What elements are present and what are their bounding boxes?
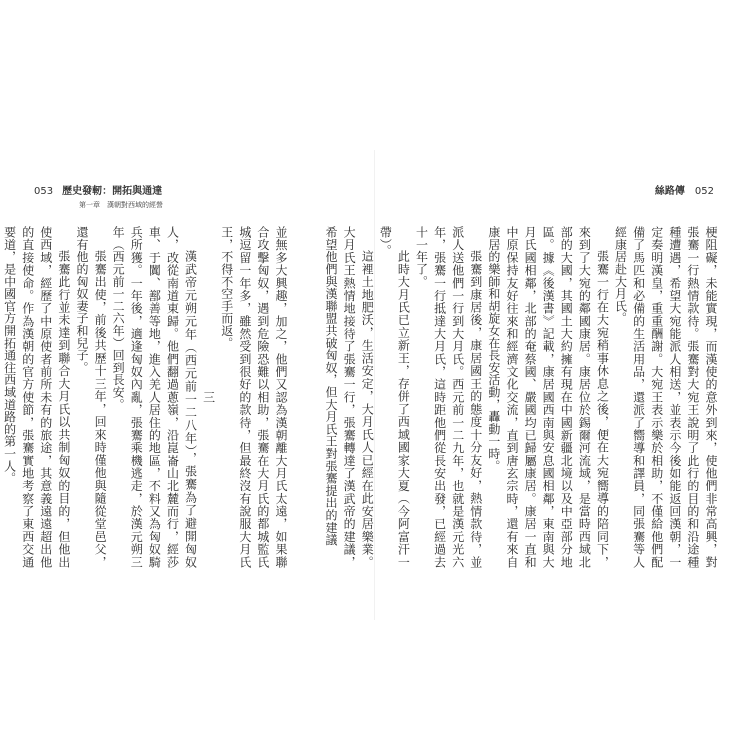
- paragraph: [0, 226, 1, 568]
- left-page-number: 053: [34, 186, 54, 197]
- paragraph: 張騫到康居後，康居國王的態度十分友好，熱情款待，並派人送他們一行到大月氏。西元前一二九年，也就是漢元光六年，張騫一行抵達大月氏，這時距他們從長安出發，已經過去十一年了。: [414, 226, 483, 568]
- paragraph: 張騫出使，前後共歷十三年，回來時僅他與隨從堂邑父，還有他的匈奴妻子和兒子。: [74, 226, 108, 568]
- right-page-body: [324, 226, 720, 568]
- right-page-number: 052: [694, 186, 714, 197]
- paragraph: 這裡土地肥沃，生活安定，大月氏人已經在此安居樂業。大月氏王熱情地接待了張騫一行，張騫轉達了漢武帝的建議，希望他們與漢聯盟共破匈奴，但大月氏王對張騫提出的建議: [324, 226, 375, 568]
- paragraph: 梗阻礙，未能實現，而漢使的意外到來，使他們非常高興，對張騫一行熱情款待。張騫對大宛王說明了此行的目的和沿途種種遭遇，希望大宛能派人相送，並表示今後如能返回漢朝，一定奏明漢皇，重重酬謝。大宛王表示樂於相助，不僅給他們配備了馬匹和必備的生活用品，還派了嚮導和譯員，同張騫等人經康居赴大月氏。: [613, 226, 718, 568]
- paragraph: 此時大月氏已立新王，存併了西域國家大夏（今阿富汗一帶）。: [378, 226, 411, 568]
- paragraph: 張騫此行並未達到聯合大月氏以共制匈奴的目的，但他出使西域，經歷了中原使者前所未有的旅途，其意義遠遠超出他的直接使命。作為漢朝的官方使節，張騫實地考察了東西交通要道，是中國官方開拓通往西域道路的第一人。: [2, 226, 71, 568]
- left-page-body: [2, 226, 290, 568]
- paragraph: 張騫一行在大宛稍事休息之後，便在大宛嚮導的陪同下，來到了大宛的鄰國康居。康居位於錫爾河流域，是當時西域北部的大國，其國土大約擁有現在中國新疆北境以及中亞部分地區。據《後漢書》記載，康居國西南與安息國相鄰，東南與大月氏國相鄰，北部的奄蔡國、嚴國均已歸屬康居。康居一直和中原保持友好往來和經濟文化交流，直到唐玄宗時，還有來自康居的樂師和胡旋女在長安活動，轟動一時。: [486, 226, 610, 568]
- book-title: 絲路傳: [654, 186, 685, 197]
- right-page-header: [655, 182, 714, 197]
- part-title: 歷史發軔：開拓與通達: [62, 186, 163, 197]
- chapter-title: 第一章 漢朝對西域的經營: [79, 201, 163, 209]
- paragraph: 漢武帝元朔元年（西元前一二八年），張騫為了避開匈奴人，改從南道東歸。他們翻過蔥嶺，沿崑崙山北麓而行，經莎車、于闐、鄯善等地，進入羌人居住的地區，不料又為匈奴騎兵所獲。一年後，適逢匈奴內亂，張騫乘機逃走，於漢元朔三年（西元前一二六年）回到長安。: [111, 226, 198, 568]
- section-number: 三: [201, 390, 216, 404]
- left-page-header: [34, 182, 163, 210]
- paragraph: 並無多大興趣，加之，他們又認為漢朝離大月氏太遠，如果聯合攻擊匈奴，遇到危險恐難以相助，張騫在大月氏的都城監氏城逗留一年多，雖然受到很好的款待，但最終沒有說服大月氏王，不得不空手而返。: [219, 226, 288, 568]
